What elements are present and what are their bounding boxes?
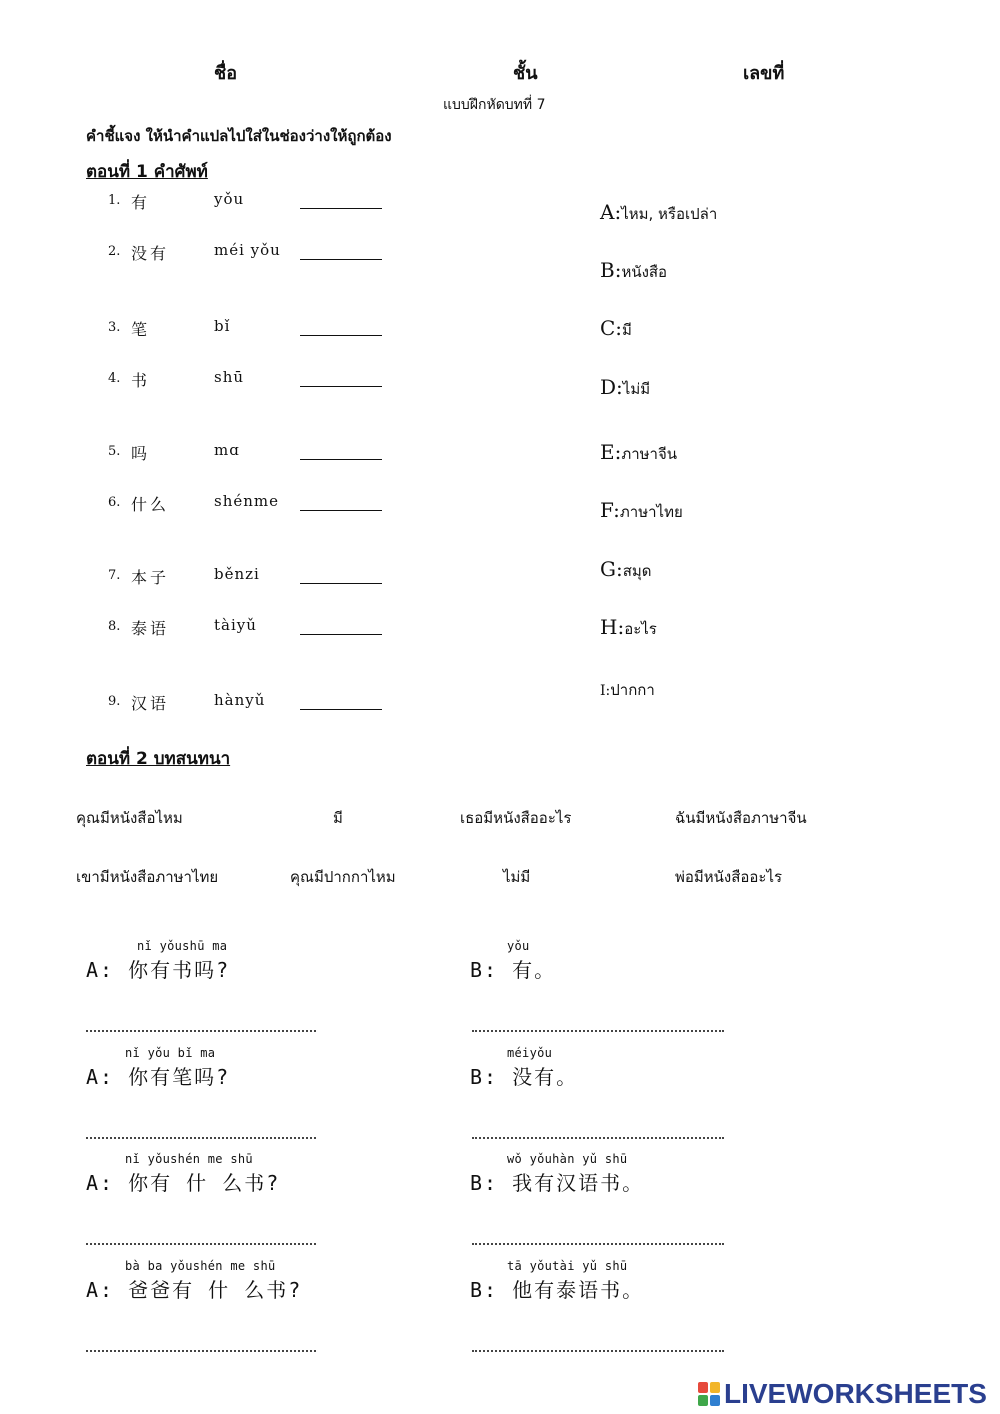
pinyin-a: nǐ yǒushén me shū [125,1152,253,1166]
vocab-number: 4. [108,371,121,386]
answer-blank[interactable] [300,634,382,635]
part2-title: ตอนที่ 2 บทสนทนา [86,749,231,769]
dialogue-answer-blank[interactable] [86,1243,316,1245]
vocab-number: 2. [108,244,121,259]
vocab-number: 9. [108,694,121,709]
vocab-pinyin: yǒu [214,190,245,208]
answer-text: ภาษาไทย [619,503,683,521]
answer-blank[interactable] [300,459,382,460]
answer-option [600,258,667,284]
choice-item[interactable]: เขามีหนังสือภาษาไทย [76,868,219,886]
answer-letter: B: [600,258,622,282]
answer-blank[interactable] [300,208,382,209]
answer-text: ปากกา [610,681,655,699]
choice-item[interactable]: ไม่มี [503,868,531,886]
choice-item[interactable]: เธอมีหนังสืออะไร [460,809,572,827]
dialogue-line-a: A: 爸爸有 什 么书? [86,1278,303,1302]
answer-letter: F: [600,498,620,522]
answer-letter: H: [600,615,625,639]
answer-blank[interactable] [300,259,382,260]
choice-item[interactable]: พ่อมีหนังสืออะไร [675,868,783,886]
answer-option [600,557,652,583]
vocab-pinyin: tàiyǔ [214,616,257,634]
vocab-number: 5. [108,444,121,459]
dialogue-line-b: B: 我有汉语书。 [470,1171,645,1195]
brand-name: LIVEWORKSHEETS [724,1378,987,1409]
answer-text: มี [622,321,632,339]
answer-option [600,316,632,342]
worksheet-subtitle: แบบฝึกหัดบทที่ 7 [443,97,546,113]
vocab-pinyin: mɑ [214,441,240,459]
answer-option [600,440,677,466]
answer-blank[interactable] [300,583,382,584]
answer-blank[interactable] [300,709,382,710]
vocab-pinyin: hànyǔ [214,691,266,709]
vocab-number: 7. [108,568,121,583]
vocab-number: 6. [108,495,121,510]
dialogue-line-b: B: 没有。 [470,1065,579,1089]
pinyin-a: nǐ yǒushū ma [137,939,228,953]
answer-text: ไหม, หรือเปล่า [621,205,718,223]
dialogue-answer-blank[interactable] [472,1243,724,1245]
dialogue-line-a: A: 你有书吗? [86,958,231,982]
pinyin-a: bà ba yǒushén me shū [125,1259,276,1273]
answer-letter: G: [600,557,623,581]
vocab-hanzi: 汉语 [131,694,170,713]
pinyin-b: yǒu [507,939,530,953]
vocab-hanzi: 书 [131,371,151,390]
dialogue-line-b: B: 他有泰语书。 [470,1278,645,1302]
answer-letter: E: [600,440,622,464]
answer-option [600,375,650,401]
answer-option [600,676,655,702]
pinyin-b: méiyǒu [507,1046,553,1060]
answer-blank[interactable] [300,386,382,387]
answer-letter: D: [600,375,623,399]
number-label: เลขที่ [743,63,785,84]
answer-blank[interactable] [300,335,382,336]
answer-text: ภาษาจีน [621,445,678,463]
vocab-number: 1. [108,193,121,208]
dialogue-answer-blank[interactable] [86,1350,316,1352]
vocab-pinyin: shū [214,368,245,386]
liveworksheets-logo-icon [698,1382,720,1406]
answer-text: อะไร [624,620,657,638]
vocab-number: 3. [108,320,121,335]
choice-item[interactable]: คุณมีปากกาไหม [290,868,396,886]
answer-letter: C: [600,316,623,340]
dialogue-answer-blank[interactable] [472,1137,724,1139]
dialogue-line-b: B: 有。 [470,958,557,982]
vocab-pinyin: méi yǒu [214,241,281,259]
dialogue-answer-blank[interactable] [472,1350,724,1352]
answer-blank[interactable] [300,510,382,511]
dialogue-answer-blank[interactable] [472,1030,724,1032]
answer-letter: I: [600,683,611,699]
answer-text: สมุด [622,562,652,580]
vocab-hanzi: 吗 [131,444,151,463]
part1-title: ตอนที่ 1 คำศัพท์ [86,162,208,182]
pinyin-b: tā yǒutài yǔ shū [507,1259,628,1273]
vocab-hanzi: 泰语 [131,619,170,638]
dialogue-answer-blank[interactable] [86,1030,316,1032]
class-label: ชั้น [513,63,538,84]
vocab-hanzi: 没有 [131,244,170,263]
vocab-hanzi: 什么 [131,495,170,514]
vocab-pinyin: běnzi [214,565,260,583]
instruction-text: คำชี้แจง ให้นำคำแปลไปใส่ในช่องว่างให้ถูกต้อง [86,127,392,145]
answer-letter: A: [600,200,622,224]
answer-text: หนังสือ [621,263,668,281]
dialogue-answer-blank[interactable] [86,1137,316,1139]
vocab-hanzi: 有 [131,193,151,212]
choice-item[interactable]: มี [333,809,343,827]
vocab-pinyin: shénme [214,492,279,510]
choice-item[interactable]: ฉันมีหนังสือภาษาจีน [675,809,807,827]
vocab-number: 8. [108,619,121,634]
pinyin-a: nǐ yǒu bǐ ma [125,1046,216,1060]
choice-item[interactable]: คุณมีหนังสือไหม [76,809,183,827]
answer-option [600,615,657,641]
pinyin-b: wǒ yǒuhàn yǔ shū [507,1152,628,1166]
vocab-hanzi: 笔 [131,320,151,339]
name-label: ชื่อ [214,63,238,84]
vocab-pinyin: bǐ [214,317,231,335]
answer-option [600,200,717,226]
answer-text: ไม่มี [622,380,651,398]
dialogue-line-a: A: 你有笔吗? [86,1065,231,1089]
vocab-hanzi: 本子 [131,568,170,587]
dialogue-line-a: A: 你有 什 么书? [86,1171,281,1195]
answer-option [600,498,683,524]
